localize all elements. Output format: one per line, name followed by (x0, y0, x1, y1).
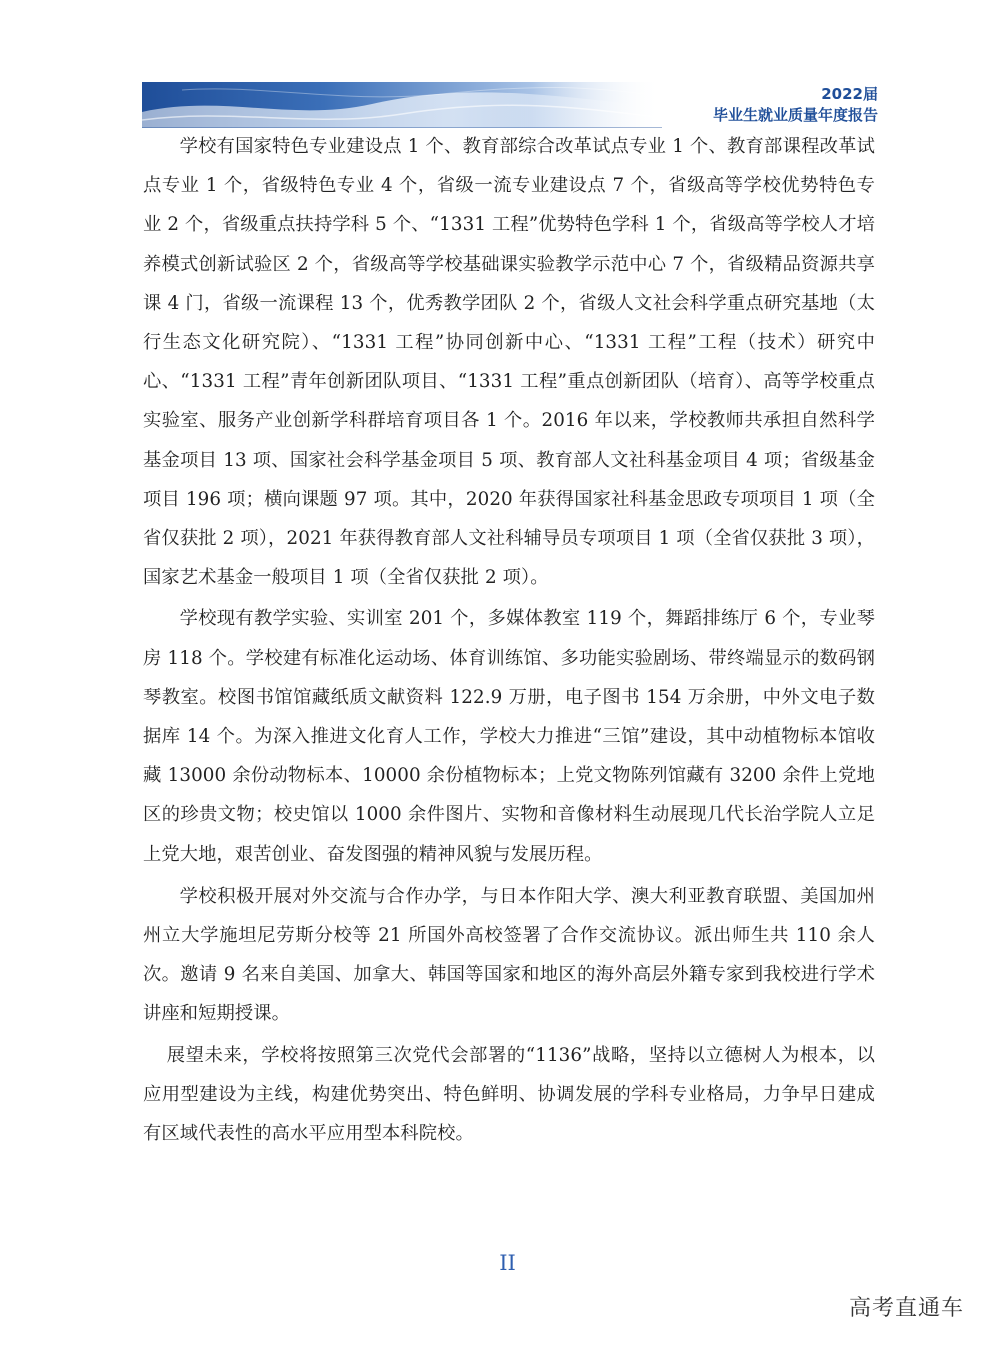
page-number: II (499, 1251, 516, 1275)
paragraph-disciplines: 学校有国家特色专业建设点 1 个、教育部综合改革试点专业 1 个、教育部课程改革试点专业 1 个，省级特色专业 4 个，省级一流专业建设点 7 个，省级高等学校优势特色专业 2 个，省级重点扶持学科 5 个、“1331 工程”优势特色学科 1 个，省级高等学校人才培养模式创新试验区 2 个，省级高等学校基础课实验教学示范中心 7 个，省级精品资源共享课 4 门，省级一流课程 13 个，优秀教学团队 2 个，省级人文社会科学重点研究基地（太行生态文化研究院）、“1331 工程”协同创新中心、“1331 工程”工程（技术）研究中心、“1331 工程”青年创新团队项目、“1331 工程”重点创新团队（培育）、高等学校重点实验室、服务产业创新学科群培育项目各 1 个。2016 年以来，学校教师共承担自然科学基金项目 13 项、国家社会科学基金项目 5 项、教育部人文社科基金项目 4 项；省级基金项目 196 项；横向课题 97 项。其中，2020 年获得国家社科基金思政专项项目 1 项（全省仅获批 2 项），2021 年获得教育部人文社科辅导员专项项目 1 项（全省仅获批 3 项），国家艺术基金一般项目 1 项（全省仅获批 2 项）。 (143, 136, 875, 589)
report-body (143, 127, 875, 1153)
header-report-title: 毕业生就业质量年度报告 (712, 106, 878, 124)
paragraph-international: 学校积极开展对外交流与合作办学，与日本作阳大学、澳大利亚教育联盟、美国加州州立大学施坦尼劳斯分校等 21 所国外高校签署了合作交流协议。派出师生共 110 余人次。邀请 9 名来自美国、加拿大、韩国等国家和地区的海外高层外籍专家到我校进行学术讲座和短期授课。 (143, 885, 875, 1025)
header-year: 2022届 (821, 85, 878, 103)
header-title-block (713, 84, 878, 126)
watermark-text: 高考直通车 (848, 1296, 964, 1321)
paragraph-facilities: 学校现有教学实验、实训室 201 个，多媒体教室 119 个，舞蹈排练厅 6 个，专业琴房 118 个。学校建有标准化运动场、体育训练馆、多功能实验剧场、带终端显示的数码钢琴教室。校图书馆馆藏纸质文献资料 122.9 万册，电子图书 154 万余册，中外文电子数据库 14 个。为深入推进文化育人工作，学校大力推进“三馆”建设，其中动植物标本馆收藏 13000 余份动物标本、10000 余份植物标本；上党文物陈列馆藏有 3200 余件上党地区的珍贵文物；校史馆以 1000 余件图片、实物和音像材料生动展现几代长治学院人立足上党大地，艰苦创业、奋发图强的精神风貌与发展历程。 (143, 608, 875, 865)
paragraph-outlook: 展望未来，学校将按照第三次党代会部署的“1136”战略，坚持以立德树人为根本，以应用型建设为主线，构建优势突出、特色鲜明、协调发展的学科专业格局，力争早日建成有区域代表性的高水平应用型本科院校。 (143, 1044, 875, 1145)
